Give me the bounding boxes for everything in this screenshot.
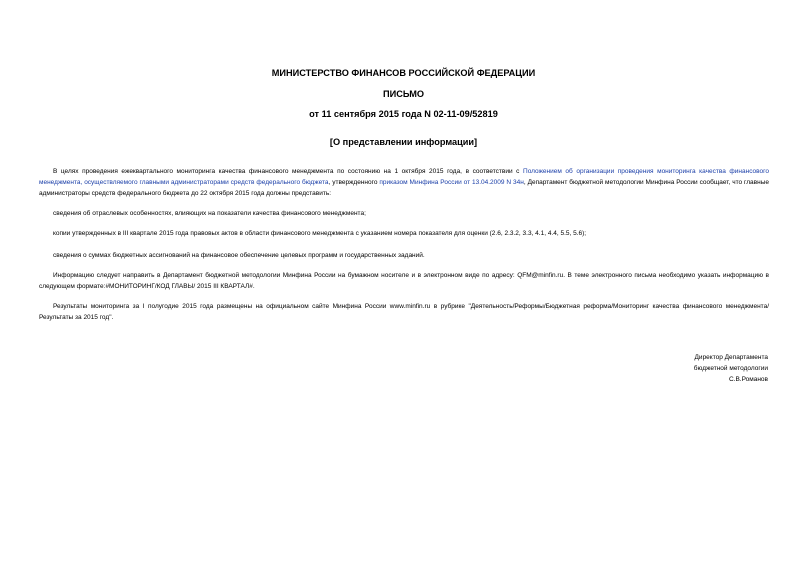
signature-department: бюджетной методологии <box>693 365 768 372</box>
document-type: ПИСЬМО <box>382 89 425 99</box>
document-subject: [О представлении информации] <box>329 137 478 147</box>
signature-name: С.В.Романов <box>728 376 768 383</box>
document-date-number: от 11 сентября 2015 года N 02-11-09/52819 <box>309 109 498 119</box>
list-item-industry-specifics: сведения об отраслевых особенностях, влияющих на показатели качества финансового менеджмента; <box>53 210 366 217</box>
list-item-budget-allocations: сведения о суммах бюджетных ассигнований на финансовое обеспечение целевых программ и государственных заданий. <box>53 252 425 259</box>
order-link[interactable]: приказом Минфина России от 13.04.2009 N 34н <box>379 179 524 186</box>
paragraph-intro-text-b: , утвержденного <box>328 179 380 186</box>
ministry-title: МИНИСТЕРСТВО ФИНАНСОВ РОССИЙСКОЙ ФЕДЕРАЦИИ <box>271 68 536 78</box>
list-item-legal-acts: копии утвержденных в III квартале 2015 года правовых актов в области финансового менеджмента с указанием номера показателя для оценки (2.6, 2.3.2, 3.3, 4.1, 4.4, 5.5, 5.6); <box>53 230 587 237</box>
paragraph-intro <box>39 166 769 199</box>
signature-position: Директор Департамента <box>694 354 768 361</box>
paragraph-results-info: Результаты мониторинга за I полугодие 2015 года размещены на официальном сайте Минфина России www.minfin.ru в рубрике "Деятельность/Реформы/Бюджетная реформа/Мониторинг качества финансового менеджмента/Результаты за 2015 год". <box>39 303 769 321</box>
regulation-link[interactable]: Положением об организации проведения мониторинга качества финансового менеджмента, осуществляемого главными администраторами средств федерального бюджета <box>39 168 769 186</box>
paragraph-intro-text-c: , Департамент бюджетной методологии Минфина России сообщает, что главные администраторы средств федерального бюджета до 22 октября 2015 года должны представить: <box>39 179 769 197</box>
paragraph-submission-instructions: Информацию следует направить в Департамент бюджетной методологии Минфина России на бумажном носителе и в электронном виде по адресу: QFM@minfin.ru. В теме электронного письма необходимо указать информацию в следующем формате:#МОНИТОРИНГ/КОД ГЛАВЫ/ 2015 III КВАРТАЛ#. <box>39 272 769 290</box>
paragraph-intro-text-a: В целях проведения ежеквартального мониторинга качества финансового менеджмента по состоянию на 1 октября 2015 года, в соответствии с <box>53 168 524 175</box>
